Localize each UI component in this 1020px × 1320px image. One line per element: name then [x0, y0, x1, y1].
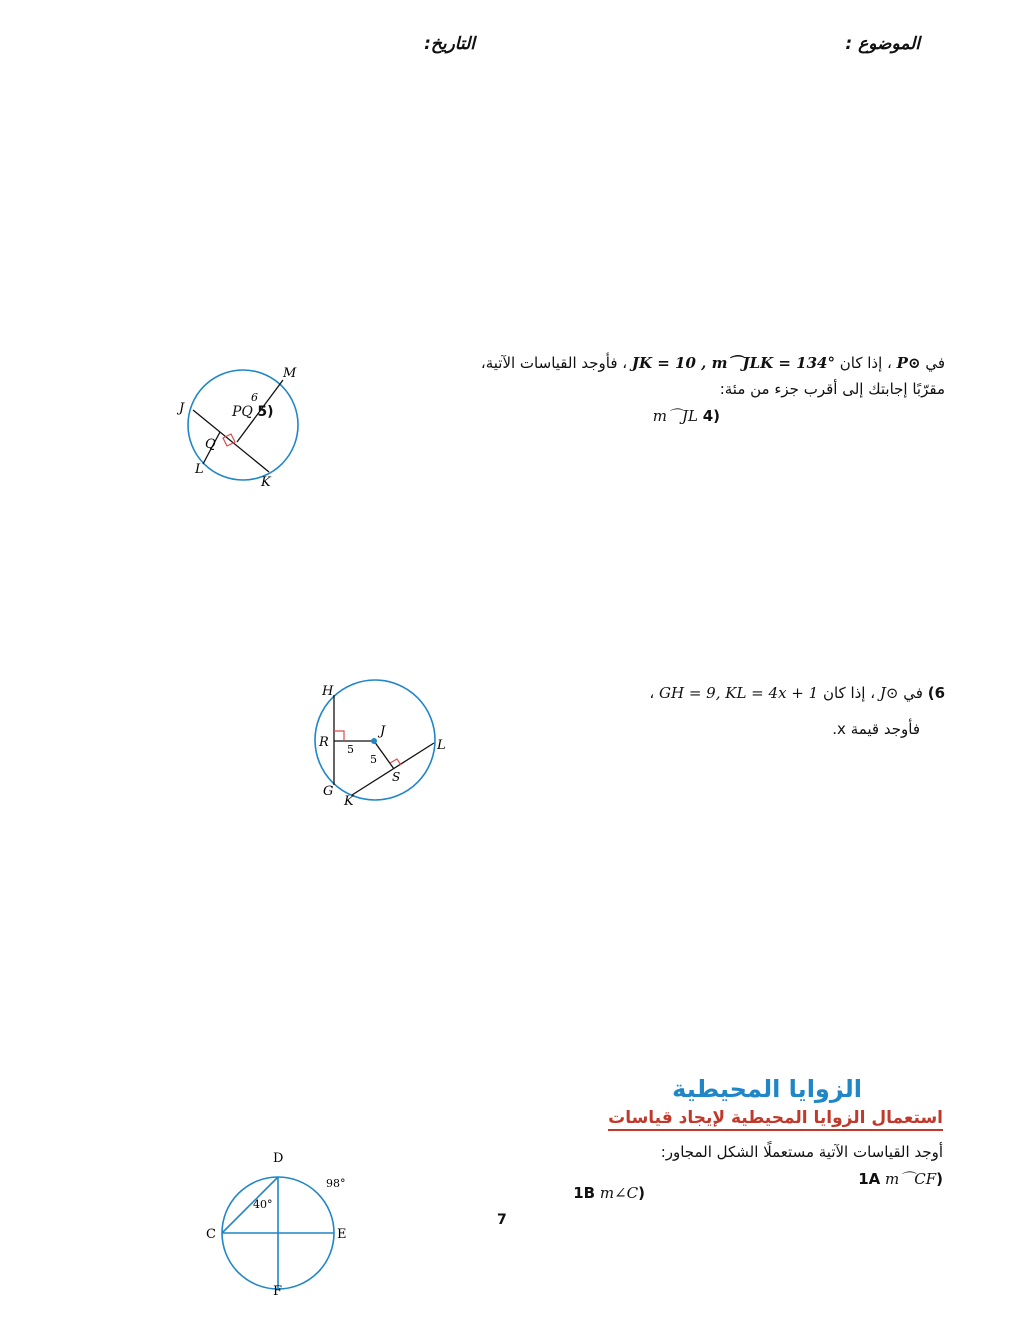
problem-6-if: ، إذا كان [822, 684, 876, 702]
label-f: F [273, 1284, 283, 1299]
label-angle-40: 40° [253, 1198, 273, 1211]
label-s: S [392, 770, 401, 784]
circle-j-symbol: ⊙J [879, 684, 899, 702]
chord-kl [352, 743, 434, 795]
item-1b-number: (1B [573, 1184, 645, 1202]
label-g: G [323, 784, 334, 799]
problem-6-line1 [649, 684, 945, 702]
problem-6-given: GH = 9, KL = 4x + 1 [659, 684, 819, 702]
item-1a-expr: m⌒CF [885, 1170, 937, 1188]
item-5-expr: PQ [232, 404, 253, 420]
problem-p-line2: مقرّبًا إجابتك إلى أقرب جزء من مئة: [719, 380, 945, 398]
problem-6-number: 6) [927, 684, 945, 702]
right-angle-mark-r [334, 731, 344, 741]
problem-p-line1 [481, 352, 945, 373]
problem-p-given: JK = 10 , m⌒JLK = 134° [631, 354, 835, 372]
label-h: H [322, 684, 334, 699]
circle-p-figure [175, 360, 315, 495]
circle-p-symbol: ⊙P [896, 354, 921, 372]
item-1a-number: (1A [858, 1170, 943, 1188]
circle-cdef-figure [200, 1145, 360, 1300]
label-j-fig: J [380, 724, 386, 739]
circle-j-figure [300, 675, 465, 815]
label-five-b: 5 [370, 753, 377, 766]
label-six: 6 [251, 391, 258, 404]
label-k: K [261, 475, 271, 490]
label-l-fig: L [437, 738, 446, 753]
label-c: C [206, 1227, 216, 1242]
item-4-number: (4 [702, 407, 720, 425]
problem-p-if: ، إذا كان [839, 354, 892, 372]
item-4-expr: m⌒JL [652, 407, 698, 425]
label-k-fig: K [344, 794, 354, 809]
section-title: الزوايا المحيطية [672, 1075, 862, 1103]
label-j: J [179, 401, 185, 416]
item-1a [858, 1168, 943, 1189]
problem-p-prefix: في [925, 354, 945, 372]
section-subtitle: استعمال الزوايا المحيطية لإيجاد قياسات [608, 1108, 943, 1131]
item-5-number: (5 [257, 404, 274, 420]
item-5 [232, 404, 274, 420]
label-r: R [319, 735, 329, 750]
section-instruction: أوجد القياسات الآتية مستعملًا الشكل المجاور: [660, 1143, 943, 1161]
subject-label: الموضوع : [845, 34, 920, 54]
label-five-a: 5 [347, 743, 354, 756]
item-1b-expr: m∠C [599, 1184, 639, 1202]
label-m: M [283, 366, 297, 381]
circle-p [188, 370, 298, 480]
problem-6-comma: ، [649, 684, 655, 702]
label-l: L [195, 462, 204, 477]
date-label: التاريخ: [424, 34, 475, 54]
problem-6-prefix: في [903, 684, 923, 702]
label-q: Q [205, 437, 216, 452]
problem-6-line2: فأوجد قيمة x. [832, 720, 920, 738]
label-arc-98: 98° [326, 1177, 346, 1190]
page-number: 7 [497, 1212, 507, 1228]
label-d: D [273, 1151, 284, 1166]
item-4 [653, 405, 720, 426]
center-j [371, 738, 377, 744]
right-angle-mark-s [390, 759, 401, 765]
label-e: E [337, 1227, 347, 1242]
item-1b [573, 1184, 645, 1202]
problem-p-find: ، فأوجد القياسات الآتية، [480, 354, 628, 372]
segment-js [374, 741, 394, 769]
